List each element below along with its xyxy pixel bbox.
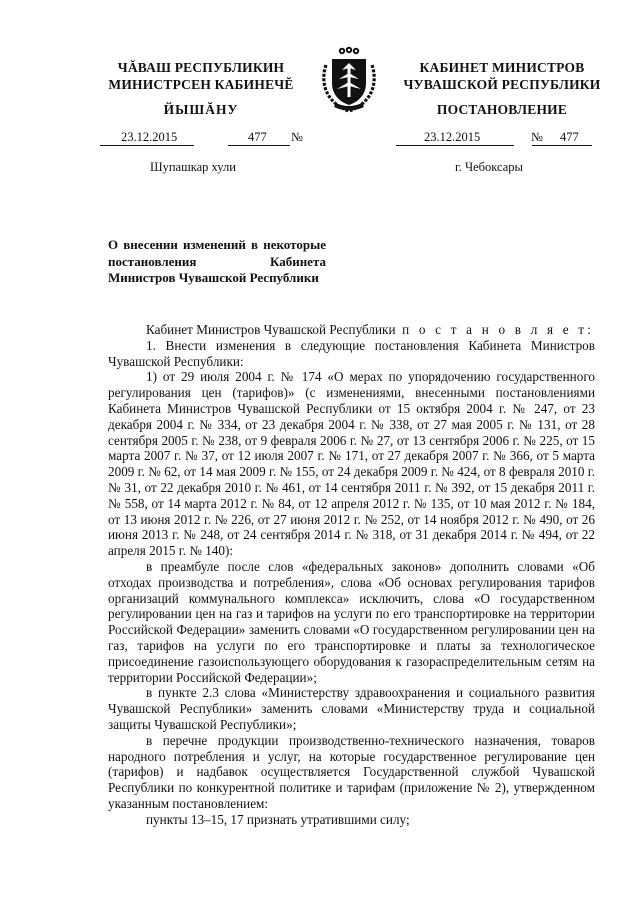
right-date: 23.12.2015 [424,130,481,144]
intro-spaced: п о с т а н о в л я е т: [402,322,595,337]
left-date-underline [100,145,194,146]
left-number-sign: № [291,130,303,144]
left-place: Шупашкар хули [150,160,236,174]
document-title: О внесении изменений в некоторые постановления Кабинета Министров Чувашской Республики [108,237,326,285]
right-place: г. Чебоксары [455,160,523,174]
right-number-underline [532,145,592,146]
left-number-underline [228,145,290,146]
intro-paragraph [108,322,595,338]
right-organization-name [392,59,612,93]
body-paragraph: 1. Внести изменения в следующие постановления Кабинета Министров Чувашской Республики: [108,337,595,369]
left-number: 477 [248,130,267,144]
right-doc-type: ПОСТАНОВЛЕНИЕ [436,102,568,117]
left-doc-type: ЙЫШĂНУ [163,102,239,117]
body-paragraph: в пункте 2.3 слова «Министерству здравоохранения и социального развития Чувашской Республики» заменить словами «Министерству труда и социальной защиты Чувашской Республики»; [108,685,595,732]
body-paragraph: в перечне продукции производственно-технического назначения, товаров народного потребления и услуг, на которые государственное регулирование цен (тарифов) и надбавок осуществляется Государственной службой Чувашской Республики по конкурентной политике и тарифам (приложение № 2), утвержденном указанным постановлением: [108,732,595,811]
left-org-line2: МИНИСТРСЕН КАБИНЕЧĔ [108,77,294,92]
body-paragraph: 1) от 29 июля 2004 г. № 174 «О мерах по упорядочению государственного регулирования цен (тарифов)» (с изменениями, внесенными постановлениями Кабинета Министров Чувашской Республики от 15 октября 2004 г. № 247, от 23 декабря 2004 г. № 334, от 23 декабря 2004 г. № 338, от 27 мая 2005 г. № 131, от 28 сентября 2005 г. № 238, от 9 февраля 2006 г. № 27, от 13 сентября 2006 г. № 225, от 15 марта 2007 г. № 37, от 12 июля 2007 г. № 171, от 27 декабря 2007 г. № 366, от 5 марта 2009 г. № 62, от 14 мая 2009 г. № 155, от 24 декабря 2009 г. № 424, от 8 февраля 2010 г. № 31, от 22 декабря 2010 г. № 461, от 14 сентября 2011 г. № 392, от 15 декабря 2011 г. № 558, от 14 марта 2012 г. № 84, от 12 апреля 2012 г. № 135, от 10 мая 2012 г. № 184, от 13 июня 2012 г. № 226, от 27 июня 2012 г. № 252, от 14 ноября 2012 г. № 490, от 26 июня 2013 г. № 248, от 24 сентября 2014 г. № 318, от 31 декабря 2014 г. № 494, от 22 апреля 2015 г. № 140): [108,369,595,559]
coat-of-arms-icon [318,45,380,115]
right-date-underline [396,145,514,146]
left-date: 23.12.2015 [121,130,178,144]
left-org-line1: ЧĂВАШ РЕСПУБЛИКИН [117,60,285,75]
right-number-sign: № [531,130,543,144]
right-org-line1: КАБИНЕТ МИНИСТРОВ [419,60,585,75]
left-organization-name [96,59,306,93]
right-org-line2: ЧУВАШСКОЙ РЕСПУБЛИКИ [403,77,601,92]
intro-prefix: Кабинет Министров Чувашской Республики [146,322,396,337]
right-number: 477 [560,130,579,144]
document-body [108,322,595,828]
body-paragraph: пункты 13–15, 17 признать утратившими силу; [146,811,410,827]
body-paragraph: в преамбуле после слов «федеральных законов» дополнить словами «Об отходах производства и потребления», слова «Об основах регулирования тарифов организаций коммунального комплекса» исключить, слова «О государственном регулировании цен на газ и тарифов на услуги по его транспортировке на территории Российской Федерации» заменить словами «О государственном регулировании цен на газ, тарифов на услуги по его транспортировке и платы за технологическое присоединение газоиспользующего оборудования к газораспределительным сетям на территории Российской Федерации»; [108,558,595,685]
